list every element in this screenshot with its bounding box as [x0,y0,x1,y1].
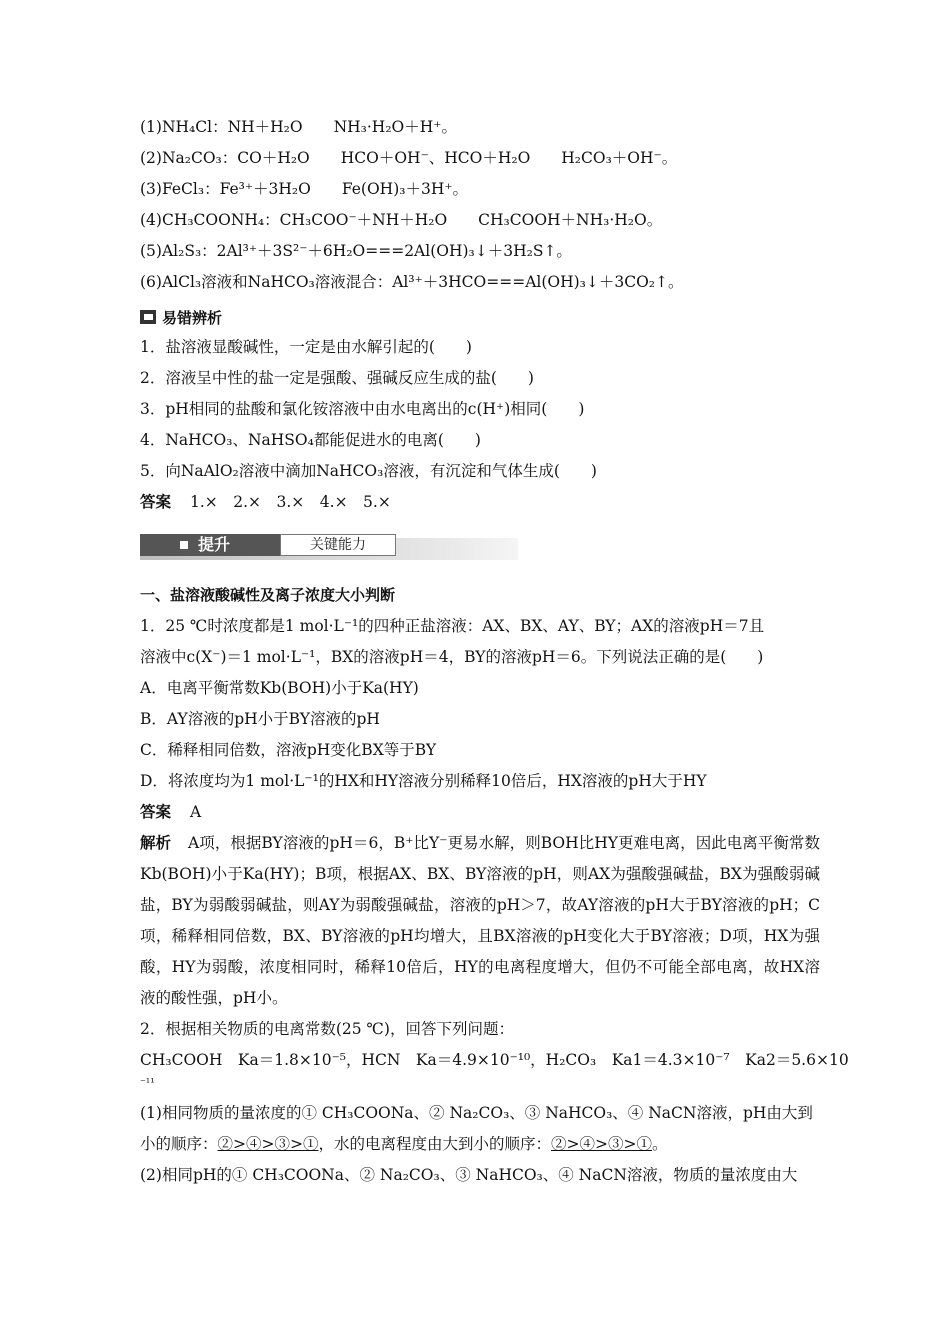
banner-dark-label: 提升 [198,535,231,554]
q2-sub1-line2 [140,1129,820,1160]
hydrolysis-eq-2: (2)Na₂CO₃：CO＋H₂O HCO＋OH⁻、HCO＋H₂O H₂CO₃＋OH⁻。 [140,149,678,167]
q2-sub2: (2)相同pH的① CH₃COONa、② Na₂CO₃、③ NaHCO₃、④ NaCN溶液，物质的量浓度由大 [140,1166,798,1184]
q1-option-b: B．AY溶液的pH小于BY溶液的pH [140,710,380,728]
q2-constants-continued: ⁻¹¹ [140,1076,155,1089]
q1-answer [140,797,820,828]
q2-sub1-answer-1: ②>④>③>① [217,1135,319,1153]
mistake-item: 4．NaHCO₃、NaHSO₄都能促进水的电离( ) [140,431,481,449]
q1-option-c: C．稀释相同倍数，溶液pH变化BX等于BY [140,741,437,759]
banner-light-label: 关键能力 [280,534,396,556]
mistake-item: 2．溶液呈中性的盐一定是强酸、强碱反应生成的盐( ) [140,369,534,387]
answer-label: 答案 [140,493,172,511]
mistake-item: 1．盐溶液显酸碱性，一定是由水解引起的( ) [140,338,472,356]
banner-square-icon [180,541,188,549]
q2-sub1-answer-2: ②>④>③>① [551,1135,652,1153]
q2-constants: CH₃COOH Ka＝1.8×10⁻⁵，HCN Ka＝4.9×10⁻¹⁰，H₂CO₃ Ka1＝4.3×10⁻⁷ Ka2＝5.6×10 [140,1051,849,1069]
mistake-item: 3．pH相同的盐酸和氯化铵溶液中由水电离出的c(H⁺)相同( ) [140,400,585,418]
section-banner [140,526,820,570]
answer-text: 1.× 2.× 3.× 4.× 5.× [189,493,391,511]
mistake-item: 5．向NaAlO₂溶液中滴加NaHCO₃溶液，有沉淀和气体生成( ) [140,462,597,480]
answer-label: 答案 [140,803,172,821]
hydrolysis-eq-6: (6)AlCl₃溶液和NaHCO₃溶液混合：Al³⁺＋3HCO===Al(OH)₃↓＋3CO₂↑。 [140,273,684,291]
q2-sub1-line1: (1)相同物质的量浓度的① CH₃COONa、② Na₂CO₃、③ NaHCO₃、④ NaCN溶液，pH由大到 [140,1104,813,1122]
analysis-label: 解析 [140,834,172,852]
banner-dark-tab [140,534,280,556]
answer-value: A [189,803,202,821]
document-page [140,112,849,1191]
mistakes-title: 易错辨析 [162,308,223,327]
hydrolysis-eq-3: (3)FeCl₃：Fe³⁺＋3H₂O Fe(OH)₃＋3H⁺。 [140,180,469,198]
hydrolysis-eq-5: (5)Al₂S₃：2Al³⁺＋3S²⁻＋6H₂O===2Al(OH)₃↓＋3H₂S↑。 [140,242,572,260]
q2-sub1-end: 。 [651,1135,668,1153]
q2-sub1-text: 小的顺序： [140,1135,218,1153]
analysis-text: A项，根据BY溶液的pH＝6，B⁺比Y⁻更易水解，则BOH比HY更难电离，因此电离平衡常数Kb(BOH)小于Ka(HY)；B项，根据AX、BX、BY溶液的pH，则AX为强酸强碱盐，BX为强酸弱碱盐，BY为弱酸弱碱盐，则AY为弱酸强碱盐，溶液的pH＞7，故AY溶液的pH大于BY溶液的pH；C项，稀释相同倍数，BX、BY溶液的pH均增大，且BX溶液的pH变化大于BY溶液；D项，HX为强酸，HY为弱酸，浓度相同时，稀释10倍后，HY的电离程度增大，但仍不可能全部电离，故HX溶液的酸性强，pH小。 [140,834,820,1007]
mistakes-answer [140,487,820,518]
hydrolysis-eq-1: (1)NH₄Cl：NH＋H₂O NH₃·H₂O＋H⁺。 [140,118,457,136]
q1-stem-line1: 1．25 ℃时浓度都是1 mol·L⁻¹的四种正盐溶液：AX、BX、AY、BY；AX的溶液pH＝7且 [140,617,765,635]
hydrolysis-eq-4: (4)CH₃COONH₄：CH₃COO⁻＋NH＋H₂O CH₃COOH＋NH₃·H₂O。 [140,211,663,229]
q2-stem: 2．根据相关物质的电离常数(25 ℃)，回答下列问题： [140,1020,514,1038]
q1-option-a: A．电离平衡常数Kb(BOH)小于Ka(HY) [140,679,419,697]
q1-stem-line2: 溶液中c(X⁻)＝1 mol·L⁻¹，BX的溶液pH＝4，BY的溶液pH＝6。下列说法正确的是( ) [140,648,764,666]
q1-analysis [140,828,820,1014]
section-marker-icon [140,310,156,324]
q1-option-d: D．将浓度均为1 mol·L⁻¹的HX和HY溶液分别稀释10倍后，HX溶液的pH大于HY [140,772,707,790]
mistakes-header [140,302,820,332]
q2-sub1-text-2: ，水的电离程度由大到小的顺序： [318,1135,551,1153]
section1-title: 一、盐溶液酸碱性及离子浓度大小判断 [140,586,396,604]
